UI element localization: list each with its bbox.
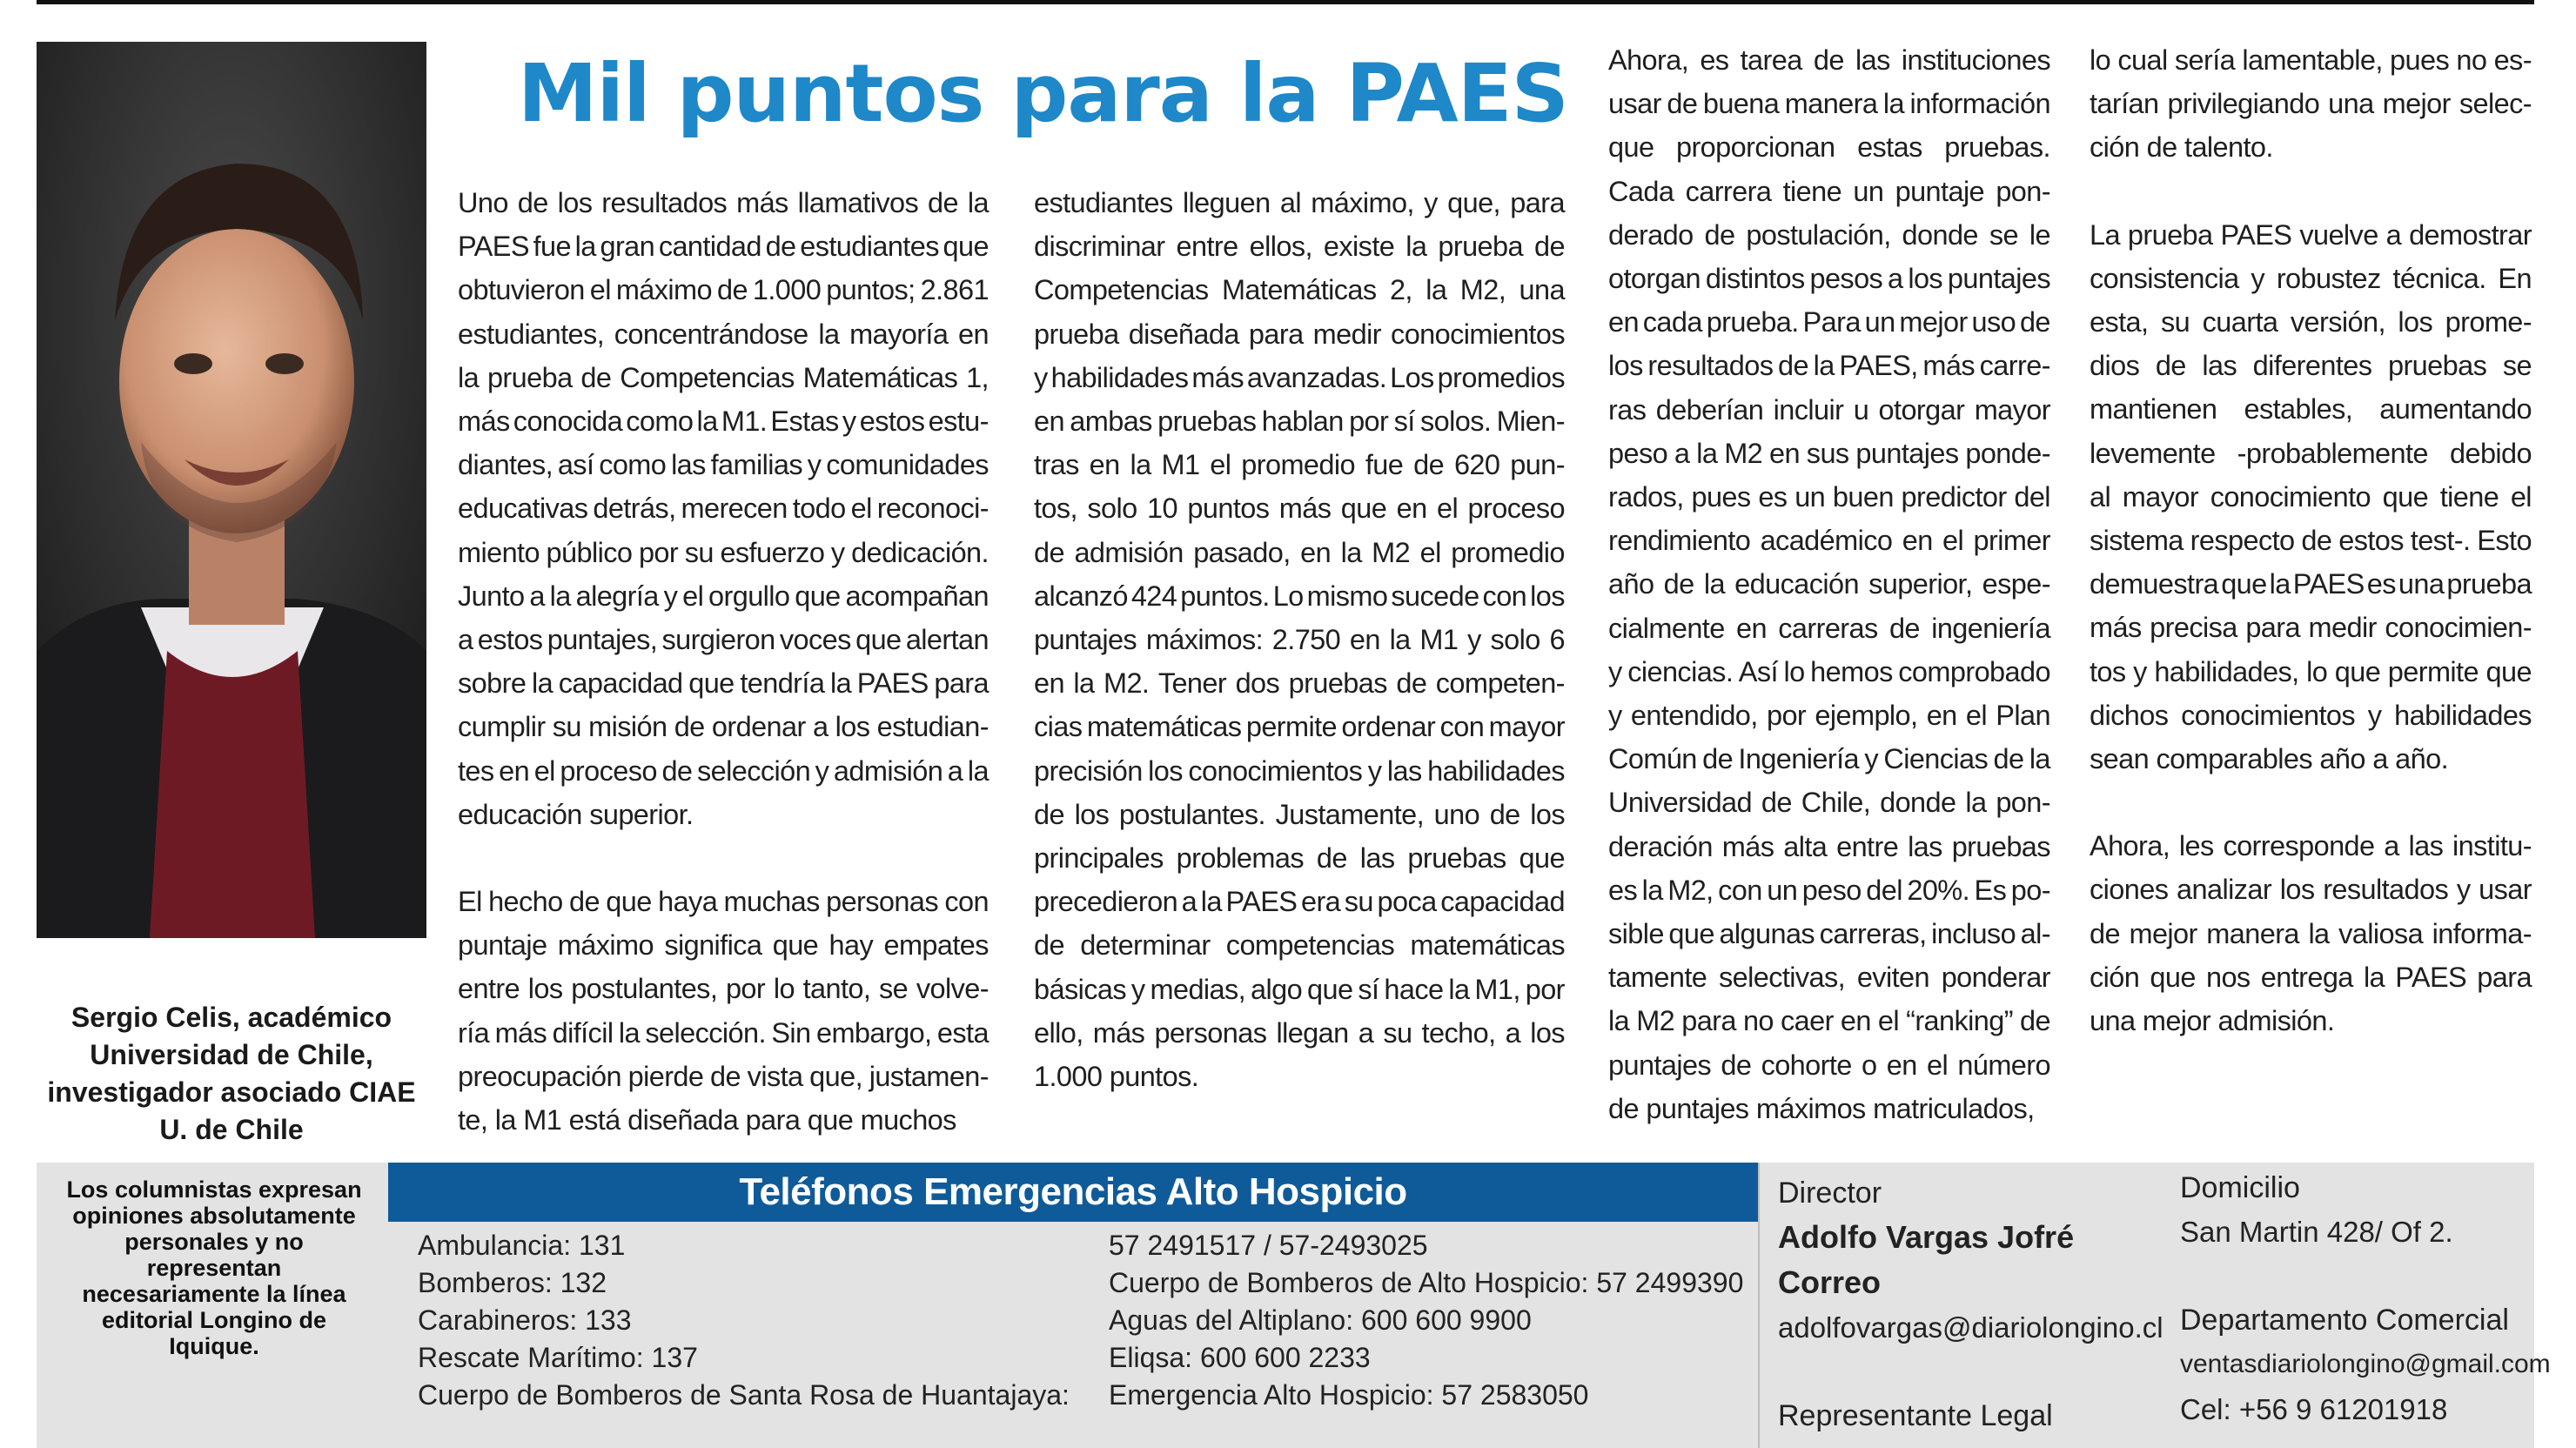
article-line: sobre la capacidad que tendría la PAES para bbox=[458, 667, 989, 700]
article-line: obtuvieron el máximo de 1.000 puntos; 2.861 bbox=[458, 274, 989, 306]
emergency-entry: Cuerpo de Bomberos de Alto Hospicio: 57 2499390 bbox=[1109, 1267, 1744, 1298]
article-line: demuestra que la PAES es una prueba bbox=[2090, 568, 2532, 600]
article-line: peso a la M2 en sus puntajes ponde- bbox=[1608, 437, 2050, 469]
article-line: de los postulantes. Justamente, uno de los bbox=[1034, 798, 1565, 830]
article-line: una mejor admisión. bbox=[2090, 1005, 2335, 1037]
article-line: puntajes de cohorte o en el número bbox=[1608, 1049, 2050, 1081]
comercial-email[interactable]: ventasdiariolongino@gmail.com bbox=[2180, 1350, 2551, 1378]
caption-line: investigador asociado CIAE bbox=[47, 1076, 416, 1108]
article-line: cialmente en carreras de ingeniería bbox=[1608, 612, 2050, 644]
article-line: lo cual sería lamentable, pues no es- bbox=[2090, 44, 2532, 76]
article-line: de admisión pasado, en la M2 el promedio bbox=[1034, 536, 1565, 568]
correo-email[interactable]: adolfovargas@diariolongino.cl bbox=[1778, 1311, 2163, 1344]
article-line: Común de Ingeniería y Ciencias de la bbox=[1608, 743, 2050, 775]
article-line: tes en el proceso de selección y admisión a la bbox=[458, 754, 989, 787]
disclaimer-line: opiniones absolutamente bbox=[72, 1203, 356, 1229]
article-line: rendimiento académico en el primer bbox=[1608, 525, 2050, 557]
article-line: en la M2. Tener dos pruebas de competen- bbox=[1034, 667, 1565, 700]
domicilio-label: Domicilio bbox=[2180, 1171, 2300, 1204]
article-line: Uno de los resultados más llamativos de la bbox=[458, 187, 989, 218]
director-label: Director bbox=[1778, 1176, 1882, 1210]
article-line: estudiantes lleguen al máximo, y que, para bbox=[1034, 187, 1565, 218]
article-line: tos, solo 10 puntos más que en el proceso bbox=[1034, 493, 1565, 525]
article-line: Universidad de Chile, donde la pon- bbox=[1608, 787, 2050, 819]
emergency-entry: Rescate Marítimo: 137 bbox=[418, 1342, 698, 1373]
address-block bbox=[2180, 1166, 2551, 1432]
disclaimer bbox=[37, 1176, 392, 1359]
article-line: y habilidades más avanzadas. Los promedios bbox=[1034, 361, 1565, 393]
article-line: educación superior. bbox=[458, 798, 694, 830]
article-line: de mejor manera la valiosa informa- bbox=[2090, 917, 2532, 949]
disclaimer-line: editorial Longino de bbox=[102, 1307, 326, 1333]
disclaimer-line: Iquique. bbox=[169, 1333, 259, 1359]
article-line: diantes, así como las familias y comunidades bbox=[458, 449, 989, 481]
article-line: deración más alta entre las pruebas bbox=[1608, 830, 2050, 862]
article-line: precisión los conocimientos y las habilidades bbox=[1034, 754, 1565, 787]
article-line: precedieron a la PAES era su poca capacidad bbox=[1034, 886, 1565, 918]
emergency-entry: Ambulancia: 131 bbox=[418, 1230, 626, 1261]
article-line: preocupación pierde de vista que, justamen- bbox=[458, 1060, 989, 1092]
comercial-label: Departamento Comercial bbox=[2180, 1304, 2509, 1337]
article-line: rados, pues es un buen predictor del bbox=[1608, 481, 2050, 513]
emergency-entry: Aguas del Altiplano: 600 600 9900 bbox=[1109, 1304, 1532, 1336]
emergency-list-right bbox=[1109, 1227, 1743, 1414]
article-line: PAES fue la gran cantidad de estudiantes que bbox=[458, 231, 989, 263]
article-line: y entendido, por ejemplo, en el Plan bbox=[1608, 700, 2050, 732]
disclaimer-line: Los columnistas expresan bbox=[66, 1176, 362, 1203]
article-line: prueba diseñada para medir conocimientos bbox=[1034, 318, 1565, 350]
article-line: ría más difícil la selección. Sin embargo, esta bbox=[458, 1016, 989, 1049]
paragraph-gap bbox=[2090, 170, 2532, 213]
article-line: Cada carrera tiene un puntaje pon- bbox=[1608, 175, 2050, 207]
article-line: la M2 para no caer en el “ranking” de bbox=[1608, 1005, 2050, 1037]
disclaimer-line: representan bbox=[146, 1255, 282, 1281]
correo-label: Correo bbox=[1778, 1264, 1882, 1300]
article-line: los resultados de la PAES, más carre- bbox=[1608, 350, 2050, 382]
top-rule bbox=[37, 0, 2534, 4]
article-line: que proporcionan estas pruebas. bbox=[1608, 131, 2050, 164]
caption-line: Universidad de Chile, bbox=[90, 1039, 373, 1070]
article-column-4 bbox=[2090, 38, 2532, 1042]
paragraph-gap bbox=[458, 836, 989, 880]
article-line: de determinar competencias matemáticas bbox=[1034, 929, 1565, 962]
emergency-title: Teléfonos Emergencias Alto Hospicio bbox=[388, 1163, 1758, 1222]
article-line: básicas y medias, algo que sí hace la M1, por bbox=[1034, 973, 1565, 1005]
article-line: 1.000 puntos. bbox=[1034, 1061, 1199, 1093]
article-line: cias matemáticas permite ordenar con mayor bbox=[1034, 711, 1565, 743]
article-line: tamente selectivas, eviten ponderar bbox=[1608, 962, 2050, 994]
article-line: miento público por su esfuerzo y dedicación. bbox=[458, 536, 989, 568]
article-column-2 bbox=[1034, 181, 1565, 1098]
article-line: discriminar entre ellos, existe la prueba de bbox=[1034, 231, 1565, 263]
article-line: tos y habilidades, lo que permite que bbox=[2090, 655, 2532, 687]
disclaimer-line: necesariamente la línea bbox=[82, 1281, 346, 1307]
article-line: alcanzó 424 puntos. Lo mismo sucede con los bbox=[1034, 580, 1565, 612]
emergency-list-left bbox=[418, 1227, 1070, 1414]
article-line: levemente -probablemente debido bbox=[2090, 437, 2532, 469]
article-column-1 bbox=[458, 181, 989, 1142]
article-line: ción de talento. bbox=[2090, 131, 2273, 164]
emergency-entry: Carabineros: 133 bbox=[418, 1304, 632, 1336]
emergency-entry: Bomberos: 132 bbox=[418, 1267, 607, 1298]
author-photo bbox=[37, 42, 426, 938]
article-line: año de la educación superior, espe- bbox=[1608, 568, 2050, 600]
article-line: sistema respecto de estos test-. Esto bbox=[2090, 525, 2532, 557]
article-line: esta, su cuarta versión, los prome- bbox=[2090, 306, 2532, 339]
article-line: entre los postulantes, por lo tanto, se volve- bbox=[458, 973, 989, 1005]
article-line: otorgan distintos pesos a los puntajes bbox=[1608, 263, 2050, 295]
director-name: Adolfo Vargas Jofré bbox=[1778, 1219, 2075, 1255]
article-line: principales problemas de las pruebas que bbox=[1034, 842, 1565, 875]
caption-line: U. de Chile bbox=[159, 1114, 304, 1145]
domicilio-value: San Martin 428/ Of 2. bbox=[2180, 1216, 2453, 1248]
emergency-entry: 57 2491517 / 57-2493025 bbox=[1109, 1230, 1428, 1261]
article-line: dichos conocimientos y habilidades bbox=[2090, 699, 2532, 731]
article-line: puntajes máximos: 2.750 en la M1 y solo 6 bbox=[1034, 624, 1565, 656]
caption-line: Sergio Celis, académico bbox=[70, 1002, 392, 1033]
article-line: en cada prueba. Para un mejor uso de bbox=[1608, 306, 2050, 339]
disclaimer-line: personales y no bbox=[124, 1229, 304, 1255]
emergency-entry: Emergencia Alto Hospicio: 57 2583050 bbox=[1109, 1379, 1589, 1411]
article-line: a estos puntajes, surgieron voces que alertan bbox=[458, 624, 989, 656]
article-line: tras en la M1 el promedio fue de 620 pun- bbox=[1034, 449, 1565, 481]
article-line: la prueba de Competencias Matemáticas 1, bbox=[458, 361, 989, 393]
article-line: ciones analizar los resultados y usar bbox=[2090, 874, 2532, 906]
article-line: El hecho de que haya muchas personas con bbox=[458, 886, 989, 918]
article-line: estudiantes, concentrándose la mayoría en bbox=[458, 318, 989, 350]
article-line: dios de las diferentes pruebas se bbox=[2090, 350, 2532, 382]
footer-divider bbox=[1758, 1163, 1760, 1448]
article-line: consistencia y robustez técnica. En bbox=[2090, 262, 2532, 294]
article-line: Junto a la alegría y el orgullo que acompañan bbox=[458, 580, 989, 612]
article-line: tarían privilegiando una mejor selec- bbox=[2090, 88, 2532, 120]
article-line: cumplir su misión de ordenar a los estudian- bbox=[458, 711, 989, 743]
article-line: Competencias Matemáticas 2, la M2, una bbox=[1034, 274, 1565, 306]
cel-number: Cel: +56 9 61201918 bbox=[2180, 1393, 2448, 1425]
headline: Mil puntos para la PAES bbox=[518, 47, 1568, 140]
paragraph-gap bbox=[2090, 781, 2532, 824]
staff-block bbox=[1778, 1171, 2163, 1438]
article-line: más conocida como la M1. Estas y estos estu- bbox=[458, 406, 989, 438]
article-line: derado de postulación, donde se le bbox=[1608, 218, 2050, 251]
article-line: ello, más personas llegan a su techo, a los bbox=[1034, 1016, 1565, 1049]
article-line: ras deberían incluir u otorgar mayor bbox=[1608, 393, 2050, 426]
article-line: usar de buena manera la información bbox=[1608, 88, 2050, 120]
article-line: educativas detrás, merecen todo el reconoci- bbox=[458, 493, 989, 525]
article-line: Ahora, les corresponde a las institu- bbox=[2090, 830, 2532, 862]
article-line: te, la M1 está diseñada para que muchos bbox=[458, 1104, 956, 1136]
article-line: puntaje máximo significa que hay empates bbox=[458, 929, 989, 962]
article-line: más precisa para medir conocimien- bbox=[2090, 612, 2532, 644]
article-column-3 bbox=[1608, 38, 2050, 1130]
article-line: al mayor conocimiento que tiene el bbox=[2090, 480, 2532, 513]
article-line: de puntajes máximos matriculados, bbox=[1608, 1092, 2035, 1124]
photo-caption bbox=[26, 999, 437, 1149]
article-line: sible que algunas carreras, incluso al- bbox=[1608, 918, 2050, 950]
article-line: La prueba PAES vuelve a demostrar bbox=[2090, 218, 2532, 251]
article-line: ción que nos entrega la PAES para bbox=[2090, 961, 2532, 993]
article-line: es la M2, con un peso del 20%. Es po- bbox=[1608, 874, 2050, 906]
article-line: sean comparables año a año. bbox=[2090, 743, 2449, 775]
article-line: Ahora, es tarea de las instituciones bbox=[1608, 44, 2050, 76]
emergency-entry: Eliqsa: 600 600 2233 bbox=[1109, 1342, 1371, 1373]
article-line: y ciencias. Así lo hemos comprobado bbox=[1608, 655, 2050, 687]
representante-label: Representante Legal bbox=[1778, 1399, 2053, 1432]
article-line: mantienen estables, aumentando bbox=[2090, 393, 2532, 426]
article-line: en ambas pruebas hablan por sí solos. Mien- bbox=[1034, 406, 1565, 438]
emergency-entry: Cuerpo de Bomberos de Santa Rosa de Huantajaya: bbox=[418, 1379, 1070, 1411]
